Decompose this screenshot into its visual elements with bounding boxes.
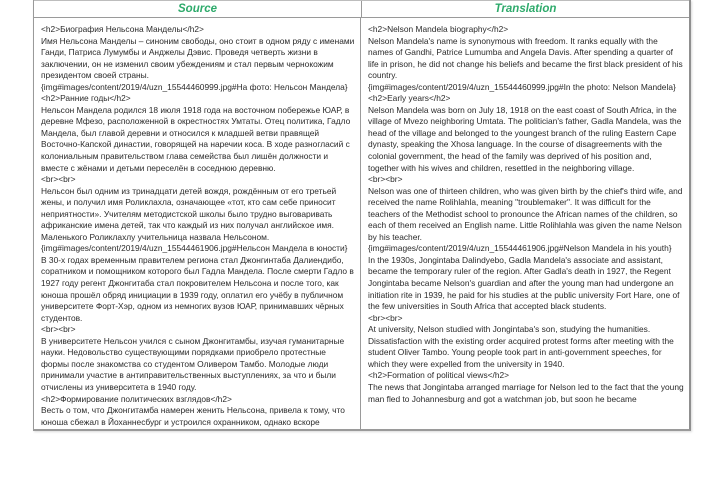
- translation-line: {img#images/content/2019/4/uzn_15544460999.jpg#In the photo: Nelson Mandela}: [368, 81, 676, 92]
- translation-line: <h2>Early years</h2>: [368, 93, 451, 104]
- translation-line: <br><br>: [368, 312, 403, 323]
- source-cell: [34, 18, 361, 429]
- source-line: <h2>Формирование политических взглядов</h2>: [41, 393, 232, 404]
- translation-table: [33, 0, 691, 431]
- source-line: <h2>Биография Нельсона Манделы</h2>: [41, 24, 204, 34]
- translation-line: In the 1930s, Jongintaba Dalindyebo, Gadla Mandela's associate and assistant, became the temporary ruler of the region. After Gadla's death in 1927, the Regent Jongintaba became Nelson's guardian and after the young man had undergone an initiation rite in 1939, he paid for his studies at the public university Fort Hare, one of the few universities in South Africa that accepted black students.: [368, 254, 682, 312]
- source-line: В 30-х годах временным правителем региона стал Джонгинтаба Далиендибо, соратником и помощником которого был Гадла Мандела. После смерти Гадло в 1927 году регент Джонгитаба стал покровителем Нельсона и после того, как юноша прошёл обряд инициации в 1939 году, оплатил его учёбу в публичном университете Форт-Хэр, одном из немногих вузов ЮАР, принимавших чёрных студентов.: [41, 254, 357, 323]
- translation-cell: [361, 18, 688, 429]
- translation-column-header: Translation: [494, 3, 557, 15]
- source-line: Имя Нельсона Манделы – синоним свободы, оно стоит в одном ряду с именами Ганди, Патриса Лумумбы и Анджелы Дэвис. Проведя четверть жизни в заключении, он не изменил своим убеждениям и стал первым чернокожим президентом своей страны.: [41, 35, 357, 81]
- source-column-header: Source: [34, 1, 362, 17]
- table-header-row: [34, 0, 689, 18]
- source-line: <h2>Ранние годы</h2>: [41, 93, 131, 104]
- table-body-row: [34, 18, 689, 429]
- translation-line: At university, Nelson studied with Jongintaba's son, studying the humanities. Dissatisfaction with the existing order acquired protest forms after meeting with the student Oliver Tambo. Young people took part in anti-government speeches, for which they were expelled from the university in 1940.: [368, 324, 677, 369]
- translation-line: Nelson was one of thirteen children, who was given birth by the chief's third wife, and received the name Rolihlahla, meaning "troublemaker". It was difficult for the teachers of the Methodist school to pronounce the African names of the children, so each of them received an English name. Little Rolihlahla was given the name Nelson by his teacher.: [368, 185, 685, 242]
- translation-line: Nelson Mandela was born on July 18, 1918 on the east coast of South Africa, in the village of Mvezo neighboring Umtata. The politician's father, Gadla Mandela, was the head of the village and belonged to the youngest branch of the ruling Eastern Cape dynasty, speaking the Xhosa language. In the course of disagreements with the colonial government, the head of the family was deprived of his position and, together with his wives and children, resettled in the neighboring village.: [368, 104, 684, 173]
- source-line: {img#images/content/2019/4/uzn_15544461906.jpg#Нельсон Мандела в юности}: [41, 243, 348, 254]
- translation-line: The news that Jongintaba arranged marriage for Nelson led to the fact that the young man fled to Johannesburg and got a watchman job, but soon he became: [368, 381, 686, 404]
- source-line: Весть о том, что Джонгитамба намерен женить Нельсона, привела к тому, что юноша сбежал в Йоханнесбург и устроился охранником, однако вскоре: [41, 405, 348, 427]
- source-line: Нельсон был одним из тринадцати детей вождя, рождённым от его третьей жены, и получил имя Роликлахла, означающее «тот, кто сам себе приносит неприятности». Учителям методистской школы было трудно выговаривать африканские имена детей, так что каждый из них получал английское имя. Маленького Роликлахлу учительница назвала Нельсоном.: [41, 185, 339, 242]
- translation-line: {img#images/content/2019/4/uzn_15544461906.jpg#Nelson Mandela in his youth}: [368, 243, 672, 254]
- source-line: В университете Нельсон учился с сыном Джонгитамбы, изучая гуманитарные науки. Недовольство существующими порядками приобрело протестные формы после знакомства со студентом Оливером Тамбо. Молодые люди принимали участие в антиправительственных выступлениях, за что и были отчислены из университета в 1940 году.: [41, 335, 347, 392]
- source-line: <br><br>: [41, 324, 76, 335]
- source-line: {img#images/content/2019/4/uzn_15544460999.jpg#На фото: Нельсон Мандела}: [41, 81, 348, 92]
- translation-line: <h2>Nelson Mandela biography</h2>: [368, 24, 509, 34]
- source-line: <br><br>: [41, 174, 76, 185]
- translation-line: <br><br>: [368, 174, 403, 185]
- translation-line: <h2>Formation of political views</h2>: [368, 370, 510, 381]
- translation-line: Nelson Mandela's name is synonymous with freedom. It ranks equally with the names of Gandhi, Patrice Lumumba and Angela Davis. After spending a quarter of life in prison, he did not change his beliefs and became the first black president of his country.: [368, 35, 686, 81]
- source-line: Нельсон Мандела родился 18 июля 1918 года на восточном побережье ЮАР, в деревне Мфезо, расположенной в окрестностях Умтаты. Отец политика, Гадло Мандела, был главой деревни и относился к младшей ветви правящей Восточно-Капской династии, говорящей на наречии коса. В ходе разногласий с колониальным правительством глава семейства был лишён должности и вместе с жёнами и детьми переселён в соседнюю деревню.: [41, 104, 353, 173]
